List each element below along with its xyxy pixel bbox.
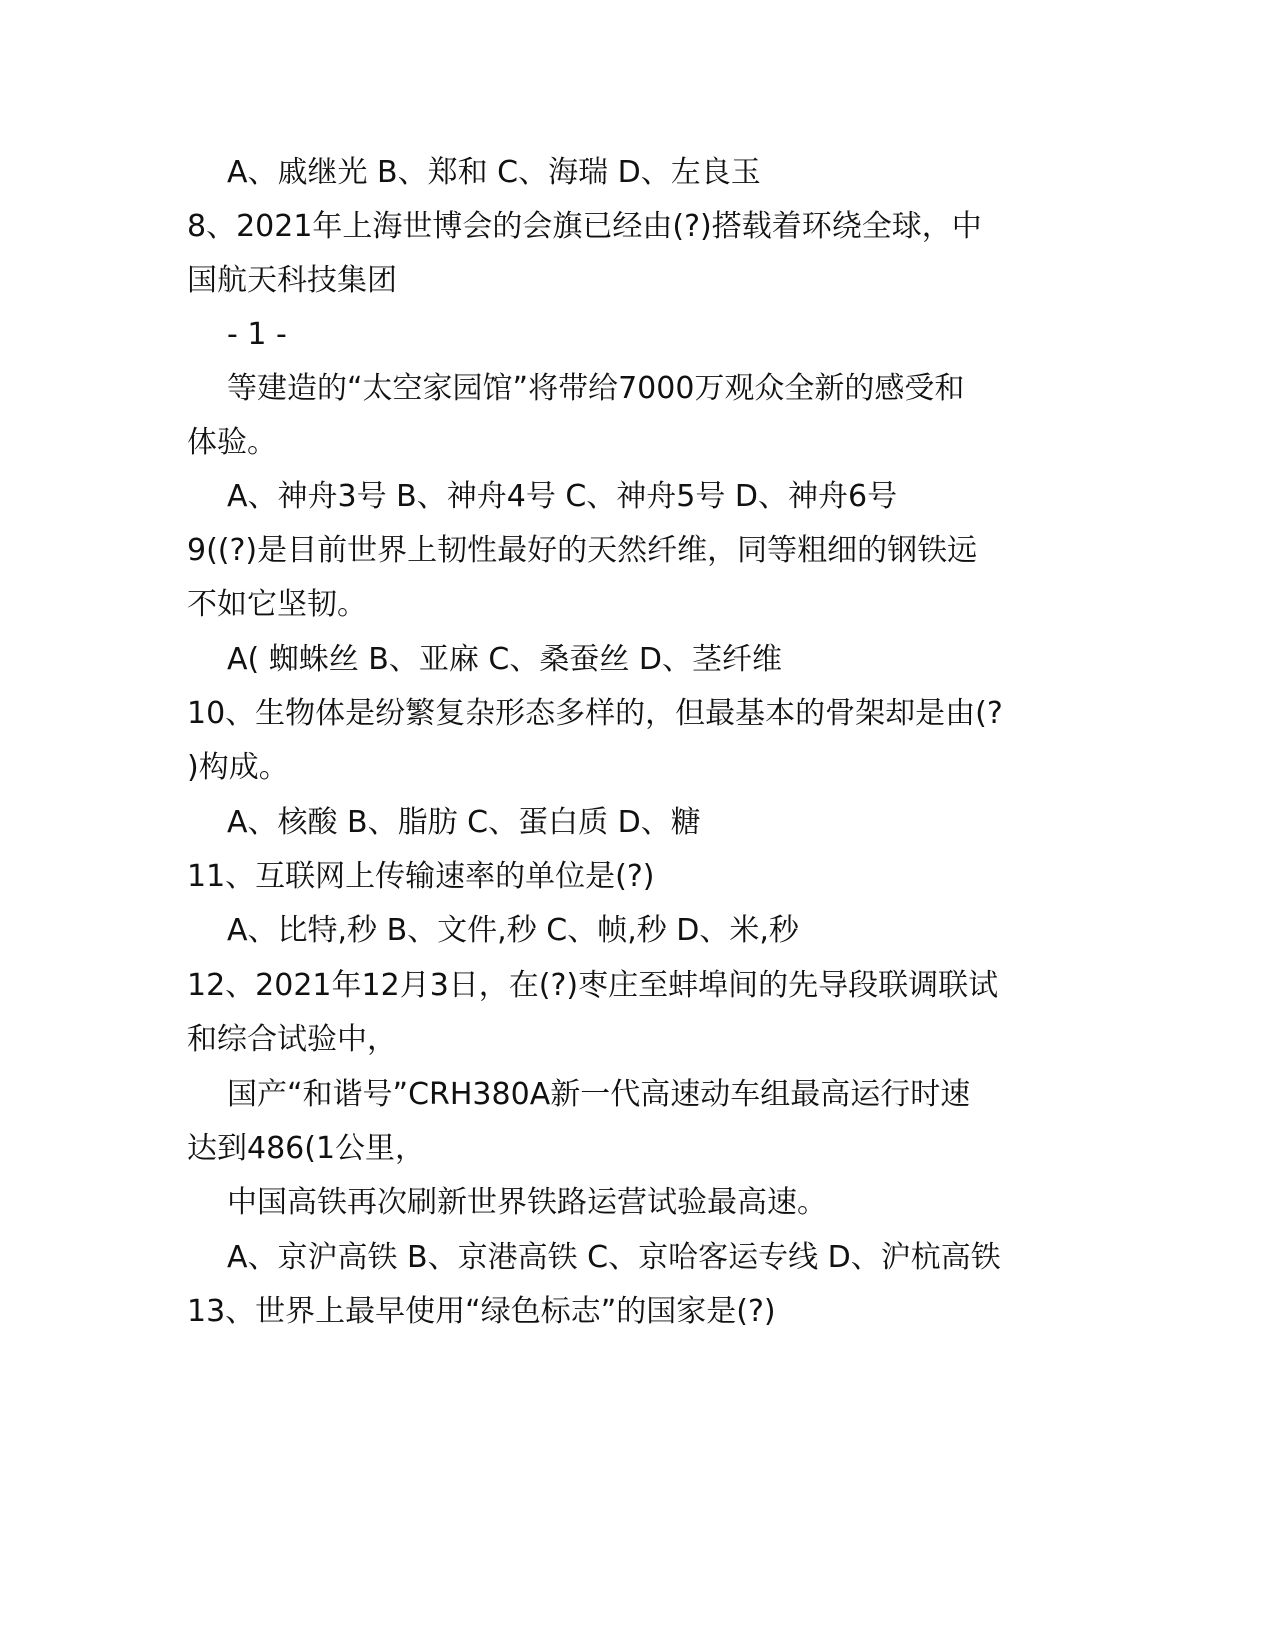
q11-text: 11、互联网上传输速率的单位是(?)	[187, 859, 655, 894]
page-number: - 1 -	[227, 317, 287, 352]
q12-text-line-2: 和综合试验中，	[187, 1022, 397, 1057]
q8-text-line-2: 国航天科技集团	[187, 263, 397, 298]
q12-text-line-5: 中国高铁再次刷新世界铁路运营试验最高速。	[227, 1185, 827, 1220]
q12-text-line-4: 达到486(1公里，	[187, 1131, 426, 1166]
q12-options: A、京沪高铁 B、京港高铁 C、京哈客运专线 D、沪杭高铁	[227, 1240, 1001, 1275]
q12-text-line-1: 12、2021年12月3日，在(?)枣庄至蚌埠间的先导段联调联试	[187, 968, 999, 1003]
q12-text-line-3: 国产“和谐号”CRH380A新一代高速动车组最高运行时速	[227, 1077, 971, 1112]
q10-options: A、核酸 B、脂肪 C、蛋白质 D、糖	[227, 805, 701, 840]
q8-text-line-3: 等建造的“太空家园馆”将带给7000万观众全新的感受和	[227, 371, 965, 406]
q9-text-line-2: 不如它坚韧。	[187, 587, 367, 622]
q8-options: A、神舟3号 B、神舟4号 C、神舟5号 D、神舟6号	[227, 479, 898, 514]
q8-text-line-4: 体验。	[187, 425, 277, 460]
q9-text-line-1: 9((?)是目前世界上韧性最好的天然纤维，同等粗细的钢铁远	[187, 533, 978, 568]
q10-text-line-1: 10、生物体是纷繁复杂形态多样的，但最基本的骨架却是由(?	[187, 696, 1003, 731]
q9-options: A( 蜘蛛丝 B、亚麻 C、桑蚕丝 D、茎纤维	[227, 642, 782, 677]
q11-options: A、比特,秒 B、文件,秒 C、帧,秒 D、米,秒	[227, 913, 799, 948]
q7-options: A、戚继光 B、郑和 C、海瑞 D、左良玉	[227, 155, 761, 190]
q10-text-line-2: )构成。	[187, 750, 289, 785]
q8-text-line-1: 8、2021年上海世博会的会旗已经由(?)搭载着环绕全球，中	[187, 209, 982, 244]
q13-text: 13、世界上最早使用“绿色标志”的国家是(?)	[187, 1294, 776, 1329]
